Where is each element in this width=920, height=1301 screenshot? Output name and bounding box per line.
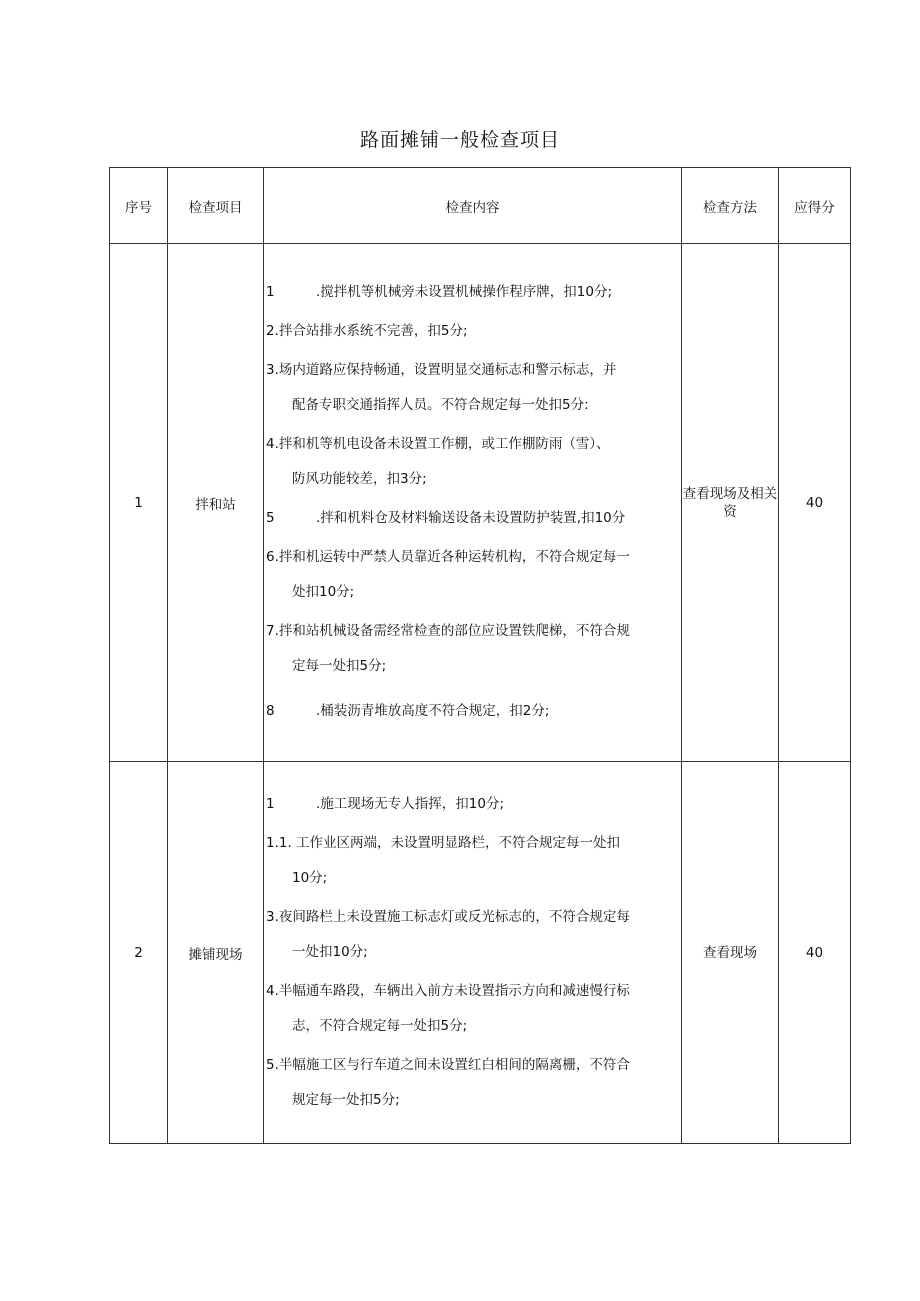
row-no: 1 — [110, 244, 168, 762]
content-line: 7.拌和站机械设备需经常检查的部位应设置铁爬梯，不符合规 定每一处扣5分; — [266, 622, 630, 674]
content-line: 1 .施工现场无专人指挥，扣10分; — [266, 796, 505, 812]
page-title: 路面摊铺一般检查项目 — [359, 129, 560, 151]
content-line: 5.半幅施工区与行车道之间未设置红白相间的隔离栅，不符合 规定每一处扣5分; — [266, 1057, 630, 1108]
content-line: 3.场内道路应保持畅通，设置明显交通标志和警示标志，并 配备专职交通指挥人员。不符合规定每一处扣5分: — [266, 361, 617, 413]
header-score: 应得分 — [779, 168, 851, 244]
content-line: 4.半幅通车路段，车辆出入前方未设置指示方向和减速慢行标 志，不符合规定每一处扣5分; — [266, 983, 630, 1034]
table-row — [110, 762, 851, 1144]
content-line: 1 .搅拌机等机械旁未设置机械操作程序牌，扣10分; — [266, 283, 613, 300]
row-content — [264, 762, 682, 1144]
content-line: 4.拌和机等机电设备未设置工作棚，或工作棚防雨（雪）、 防风功能较差，扣3分; — [266, 435, 610, 487]
table-row — [110, 244, 851, 762]
row-no: 2 — [110, 762, 168, 1144]
inspection-table — [109, 167, 851, 1144]
header-no: 序号 — [110, 168, 168, 244]
content-line: 3.夜间路栏上未设置施工标志灯或反光标志的，不符合规定每 一处扣10分; — [266, 909, 630, 960]
header-method: 检查方法 — [682, 168, 779, 244]
header-content: 检查内容 — [264, 168, 682, 244]
row-score: 40 — [779, 762, 851, 1144]
content-line: 2.拌合站排水系统不完善，扣5分; — [266, 322, 468, 339]
row-content — [264, 244, 682, 762]
content-line: 6.拌和机运转中严禁人员靠近各种运转机构，不符合规定每一 处扣10分; — [266, 548, 630, 600]
row-item: 摊铺现场 — [168, 762, 264, 1144]
header-item: 检查项目 — [168, 168, 264, 244]
content-line: 1.1. 工作业区两端，未设置明显路栏，不符合规定每一处扣 10分; — [266, 835, 621, 886]
row-score: 40 — [779, 244, 851, 762]
table-header-row — [110, 168, 851, 244]
row-item: 拌和站 — [168, 244, 264, 762]
content-line: 8 .桶装沥青堆放高度不符合规定，扣2分; — [266, 702, 550, 719]
content-line: 5 .拌和机料仓及材料输送设备未设置防护装置,扣10分 — [266, 509, 626, 526]
row-method: 查看现场及相关资 — [682, 244, 779, 762]
row-method: 查看现场 — [682, 762, 779, 1144]
